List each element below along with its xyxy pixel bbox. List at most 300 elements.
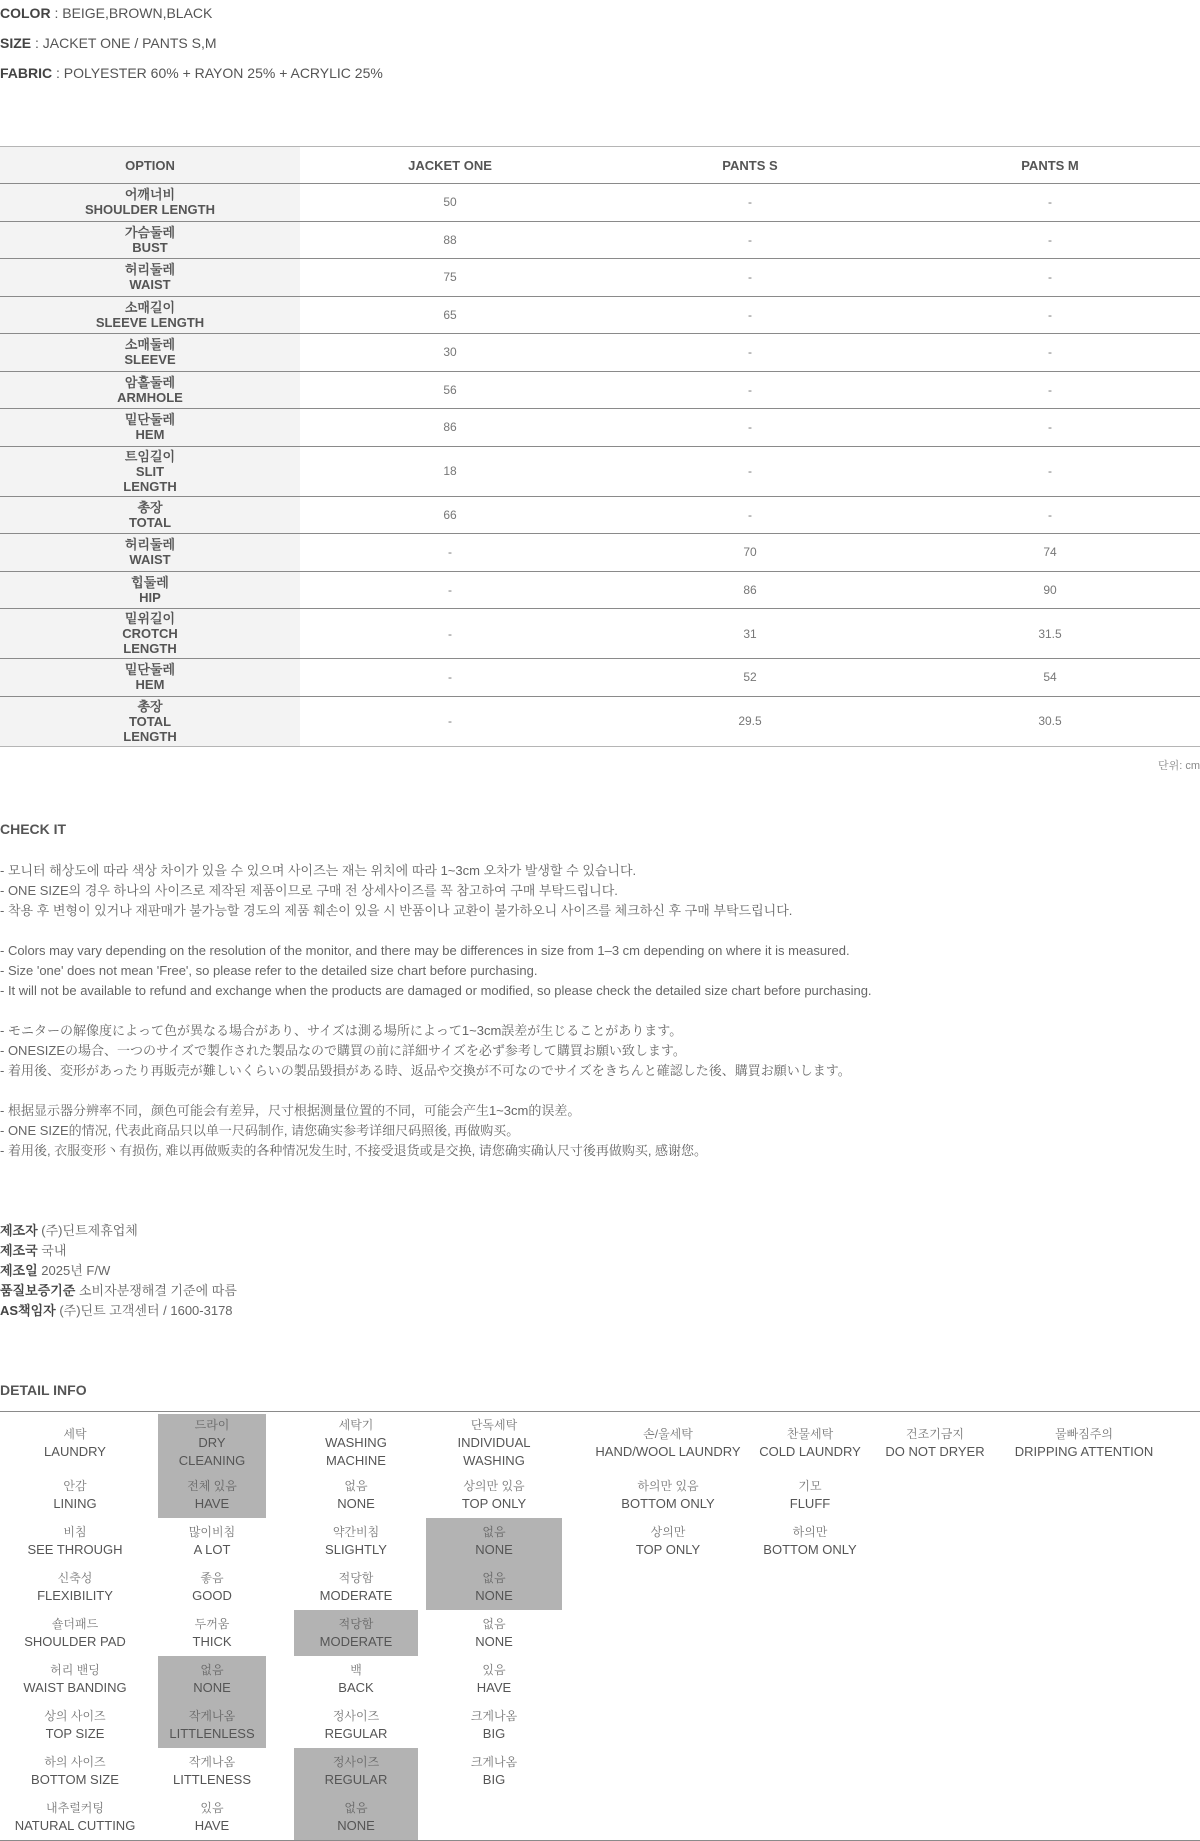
detail-option [744,1702,876,1748]
detail-option-selected [294,1748,418,1794]
maker-quality-standard: 품질보증기준 소비자분쟁해결 기준에 따름 [0,1282,237,1298]
detail-category [0,1414,150,1472]
detail-row [0,1794,1200,1840]
detail-label-ko: 건조기금지 [906,1426,964,1441]
measurement-value: - [900,184,1200,222]
size-table-row [0,184,1200,222]
measurement-value: - [600,221,900,259]
detail-label-en: LITTLENESS [172,1771,252,1787]
detail-option [158,1564,266,1610]
detail-option [426,1472,562,1518]
detail-option [994,1414,1174,1472]
detail-label-en: FLUFF [789,1495,831,1511]
detail-label-en: NONE [337,1495,375,1511]
measurement-value: - [900,496,1200,534]
detail-option [994,1748,1174,1794]
detail-label-ko: 없음 [482,1524,506,1539]
notice-group [0,941,1200,1001]
detail-label-en: REGULAR [324,1771,388,1787]
detail-label-ko: 좋음 [200,1570,224,1585]
detail-label-en: WAIST BANDING [23,1679,127,1695]
detail-label-ko: 많이비침 [188,1524,236,1539]
detail-label-ko: 숄더패드 [51,1616,99,1631]
measurement-value: - [600,409,900,447]
detail-category [0,1610,150,1656]
detail-label-en: NATURAL CUTTING [14,1817,136,1833]
detail-label-en: HAND/WOOL LAUNDRY [595,1443,741,1459]
detail-label-ko: 상의만 [650,1524,686,1539]
measurement-name-en: LENGTH [123,728,177,744]
detail-label-en: TOP SIZE [45,1725,105,1741]
detail-option [426,1656,562,1702]
measurement-value: 30 [300,334,600,372]
detail-option [158,1610,266,1656]
detail-option [876,1518,994,1564]
detail-label-en: HAVE [194,1495,230,1511]
measurement-label [0,609,300,659]
detail-option [592,1702,744,1748]
notice-line: - 착용 후 변형이 있거나 재판매가 불가능할 경도의 제품 훼손이 있을 시 반품이나 교환이 불가하오니 사이즈를 체크하신 후 구매 부탁드립니다. [0,902,793,918]
detail-label-ko: 백 [350,1662,362,1677]
measurement-label [0,659,300,697]
detail-option [592,1748,744,1794]
size-table-row [0,296,1200,334]
detail-option [994,1794,1174,1840]
size-table-header [0,147,1200,184]
notice-line: - 着用後, 衣服变形丶有损伤, 难以再做贩卖的各种情况发生时, 不接受退货或是交换, 请您确实确认尺寸後再做购买, 感谢您。 [0,1142,708,1158]
maker-as-contact: AS책임자 (주)딘트 고객센터 / 1600-3178 [0,1302,233,1318]
detail-label-en: NONE [193,1679,231,1695]
detail-label-ko: 전체 있음 [187,1478,237,1493]
measurement-label [0,409,300,447]
spec-size: SIZE : JACKET ONE / PANTS S,M [0,35,217,51]
detail-option [592,1564,744,1610]
detail-label-ko: 정사이즈 [332,1708,380,1723]
measurement-value: 30.5 [1038,714,1062,728]
detail-label-ko: 작게나옴 [188,1708,236,1723]
detail-label-ko: 상의 사이즈 [44,1708,106,1723]
size-table-body [0,184,1200,747]
detail-option [876,1472,994,1518]
measurement-value: 54 [900,659,1200,697]
detail-label-ko: 하의만 있음 [637,1478,699,1493]
size-table-row [0,446,1200,496]
detail-label-en: BIG [482,1771,506,1787]
detail-option [592,1414,744,1472]
detail-option-selected [158,1656,266,1702]
detail-row [0,1610,1200,1656]
detail-label-en: LAUNDRY [44,1443,106,1459]
detail-label-en: BOTTOM ONLY [763,1541,857,1557]
measurement-label [0,496,300,534]
check-it-title: CHECK IT [0,820,67,837]
measurement-value: 66 [300,496,600,534]
detail-label-en: TOP ONLY [461,1495,527,1511]
measurement-name-ko: 암홀둘레 [124,374,176,390]
detail-label-ko: 손/울세탁 [643,1426,693,1441]
size-table-row [0,496,1200,534]
detail-option [994,1656,1174,1702]
detail-label-ko: 없음 [344,1478,368,1493]
detail-option [592,1656,744,1702]
detail-label-ko: 있음 [482,1662,506,1677]
measurement-value: - [600,446,900,496]
detail-label-en: NONE [475,1541,513,1557]
detail-option [744,1794,876,1840]
detail-row [0,1414,1200,1472]
detail-option [744,1610,876,1656]
measurement-value: - [600,296,900,334]
header-pants-m: PANTS M [900,147,1200,184]
detail-option [158,1794,266,1840]
notice-block [0,861,1200,1161]
maker-manufacturer: 제조자 (주)딘트제휴업체 [0,1222,138,1238]
detail-option [592,1472,744,1518]
header-jacket-one: JACKET ONE [300,147,600,184]
notice-line: - Size 'one' does not mean 'Free', so please refer to the detailed size chart before purchasing. [0,962,538,978]
detail-option-selected [426,1564,562,1610]
measurement-name-ko: 총장 [137,698,163,714]
measurement-value: 50 [300,184,600,222]
notice-line: - 着用後、変形があったり再販売が難しいくらいの製品毀損がある時、返品や交換が不可なのでサイズをきちんと確認した後、購買お願いします。 [0,1062,851,1078]
detail-label-en: DO NOT DRYER [885,1443,985,1459]
detail-label-en: MODERATE [319,1633,393,1649]
detail-label-ko: 드라이 [194,1417,230,1432]
measurement-name-en: HEM [135,677,165,693]
measurement-value: - [600,334,900,372]
detail-option [744,1414,876,1472]
detail-category [0,1656,150,1702]
measurement-label [0,259,300,297]
detail-option [592,1610,744,1656]
detail-option [294,1518,418,1564]
measurement-value: 70 [600,534,900,572]
measurement-label [0,571,300,609]
detail-option [426,1610,562,1656]
detail-label-en: HAVE [194,1817,230,1833]
size-table-row [0,696,1200,746]
detail-label-ko: 없음 [482,1570,506,1585]
measurement-name-ko: 밑단둘레 [124,412,176,428]
measurement-label [0,221,300,259]
detail-option [294,1656,418,1702]
detail-label-en: A LOT [193,1541,231,1557]
measurement-name-en: SLEEVE LENGTH [95,314,205,330]
detail-option [994,1610,1174,1656]
detail-label-ko: 세탁 [63,1426,87,1441]
size-table-row [0,409,1200,447]
detail-label-en: NONE [475,1633,513,1649]
detail-option [876,1414,994,1472]
detail-row [0,1702,1200,1748]
detail-option [158,1518,266,1564]
size-table-row [0,221,1200,259]
detail-option [294,1702,418,1748]
notice-line: - 모니터 해상도에 따라 색상 차이가 있을 수 있으며 사이즈는 재는 위치에 따라 1~3cm 오차가 발생할 수 있습니다. [0,862,637,878]
detail-label-en: SHOULDER PAD [24,1633,126,1649]
measurement-name-ko: 힙둘레 [131,574,169,590]
measurement-value: 31 [600,609,900,659]
detail-option [426,1414,562,1472]
detail-label-en: SEE THROUGH [27,1541,123,1557]
detail-option [294,1564,418,1610]
measurement-value: - [600,259,900,297]
measurement-value: - [900,334,1200,372]
measurement-value: 65 [300,296,600,334]
spec-summary [0,0,1200,94]
notice-line: - ONE SIZE的情况, 代表此商品只以单一尺码制作, 请您确实参考详细尺码照後, 再做购买。 [0,1122,520,1138]
size-table-row [0,371,1200,409]
measurement-value: - [600,371,900,409]
detail-label-ko: 세탁기 [338,1417,374,1432]
measurement-label [0,696,300,746]
measurement-name-en: TOTAL [128,514,172,530]
measurement-label [0,371,300,409]
notice-line: - Colors may vary depending on the resolution of the monitor, and there may be differences in size from 1–3 cm depending on where it is measured. [0,942,850,958]
notice-line: - 根据显示器分辨率不同，颜色可能会有差异，尺寸根据测量位置的不同，可能会产生1~3cm的误差。 [0,1102,581,1118]
detail-category [0,1518,150,1564]
size-table-row [0,571,1200,609]
notice-line: - モニターの解像度によって色が異なる場合があり、サイズは測る場所によって1~3cm誤差が生じることがあります。 [0,1022,683,1038]
detail-label-en: CLEANING [178,1452,246,1468]
detail-option [876,1702,994,1748]
detail-option [994,1518,1174,1564]
measurement-name-en: BUST [132,239,168,255]
measurement-name-ko: 트임길이 [124,448,176,464]
detail-label-en: INDIVIDUAL WASHING [457,1434,531,1468]
size-table-row [0,534,1200,572]
measurement-name-ko: 허리둘레 [124,537,176,553]
detail-option [744,1518,876,1564]
detail-option [426,1702,562,1748]
measurement-name-en: CROTCH [122,626,178,641]
measurement-value: 52 [600,659,900,697]
detail-row [0,1518,1200,1564]
detail-label-en: THICK [192,1633,232,1649]
spec-color: COLOR : BEIGE,BROWN,BLACK [0,5,213,21]
detail-label-en: SLIGHTLY [325,1541,387,1557]
measurement-value: 90 [900,571,1200,609]
notice-group [0,1021,1200,1081]
measurement-name-en: WAIST [129,277,171,293]
detail-label-ko: 기모 [798,1478,822,1493]
detail-label-en: HAVE [476,1679,512,1695]
measurement-name-en: SLEEVE [124,352,176,368]
detail-label-ko: 내추럴커팅 [46,1800,104,1815]
detail-option-selected [158,1414,266,1472]
measurement-name-en: SHOULDER LENGTH [85,202,215,218]
size-table-row [0,609,1200,659]
detail-label-en: COLD LAUNDRY [759,1443,861,1459]
detail-label-en: WASHING MACHINE [325,1434,387,1468]
detail-option-selected [158,1472,266,1518]
measurement-name-en: HIP [139,589,161,605]
measurement-value: 86 [300,409,600,447]
detail-option [876,1610,994,1656]
detail-label-ko: 작게나옴 [188,1754,236,1769]
detail-label-ko: 물빠짐주의 [1055,1426,1113,1441]
measurement-value: - [300,609,600,659]
detail-option-selected [158,1702,266,1748]
measurement-name-ko: 소매둘레 [124,337,176,353]
measurement-label [0,296,300,334]
detail-label-ko: 크게나옴 [470,1754,518,1769]
measurement-label [0,446,300,496]
detail-option [994,1472,1174,1518]
detail-label-en: REGULAR [324,1725,388,1741]
detail-label-ko: 있음 [200,1800,224,1815]
detail-label-en: DRY [198,1434,226,1450]
size-table-row [0,259,1200,297]
measurement-value: 29.5 [738,714,762,728]
detail-label-en: NONE [337,1817,375,1833]
detail-option-selected [294,1610,418,1656]
measurement-value: 31.5 [900,609,1200,659]
detail-row [0,1748,1200,1794]
detail-label-ko: 찬물세탁 [786,1426,834,1441]
detail-category [0,1794,150,1840]
measurement-label [0,334,300,372]
detail-label-ko: 약간비침 [332,1524,380,1539]
measurement-value: - [600,184,900,222]
maker-date: 제조일 2025년 F/W [0,1262,111,1278]
detail-option [876,1748,994,1794]
detail-option [294,1472,418,1518]
detail-label-en: TOP ONLY [635,1541,701,1557]
measurement-value: - [900,259,1200,297]
detail-category [0,1564,150,1610]
detail-label-en: BACK [338,1679,374,1695]
measurement-value: - [900,296,1200,334]
detail-label-en: BIG [482,1725,506,1741]
unit-label: 단위: cm [1157,759,1200,772]
measurement-value: - [300,659,600,697]
detail-category [0,1472,150,1518]
detail-option [744,1472,876,1518]
detail-label-en: LITTLENLESS [169,1725,255,1741]
measurement-name-en: ARMHOLE [117,389,183,405]
detail-label-ko: 신축성 [57,1570,93,1585]
measurement-value: 88 [300,221,600,259]
measurement-name-en: HEM [135,427,165,443]
detail-option [294,1414,418,1472]
detail-category [0,1702,150,1748]
measurement-value: - [900,221,1200,259]
measurement-value: 18 [300,446,600,496]
measurement-name-ko: 밑위길이 [124,611,176,626]
detail-option [744,1656,876,1702]
maker-country: 제조국 국내 [0,1242,67,1258]
measurement-name-ko: 총장 [137,499,163,515]
detail-row [0,1472,1200,1518]
measurement-name-ko: 밑단둘레 [124,662,176,678]
detail-option [744,1564,876,1610]
header-pants-s: PANTS S [600,147,900,184]
detail-label-en: BOTTOM SIZE [31,1771,119,1787]
maker-info [0,1221,1200,1321]
measurement-value: - [900,409,1200,447]
detail-info-title: DETAIL INFO [0,1381,87,1398]
measurement-value: - [900,371,1200,409]
detail-label-ko: 안감 [63,1478,87,1493]
measurement-value: - [300,534,600,572]
detail-label-en: MODERATE [319,1587,393,1603]
measurement-name-en: SLIT [135,463,165,479]
detail-option [426,1794,562,1840]
detail-label-ko: 두꺼움 [194,1616,230,1631]
detail-label-ko: 없음 [200,1662,224,1677]
detail-option [994,1702,1174,1748]
detail-option [158,1748,266,1794]
detail-option [994,1564,1174,1610]
measurement-label [0,534,300,572]
measurement-name-ko: 허리둘레 [124,262,176,278]
detail-label-ko: 없음 [482,1616,506,1631]
notice-group [0,1101,1200,1161]
measurement-name-en: LENGTH [123,478,177,494]
detail-option-selected [294,1794,418,1840]
detail-label-ko: 상의만 있음 [463,1478,525,1493]
detail-label-en: BOTTOM ONLY [621,1495,715,1511]
measurement-name-ko: 가슴둘레 [124,224,176,240]
measurement-value: 75 [300,259,600,297]
measurement-value: 56 [300,371,600,409]
header-option: OPTION [0,147,300,184]
detail-option [592,1794,744,1840]
measurement-name-en: WAIST [129,552,171,568]
detail-label-ko: 허리 밴딩 [50,1662,100,1677]
detail-label-ko: 적당함 [338,1570,374,1585]
measurement-name-en: LENGTH [123,641,177,656]
size-table-row [0,659,1200,697]
detail-label-en: FLEXIBILITY [37,1587,113,1603]
measurement-value: - [300,571,600,609]
detail-option [876,1564,994,1610]
detail-label-ko: 하의 사이즈 [44,1754,106,1769]
detail-option [744,1748,876,1794]
notice-group [0,861,1200,921]
detail-label-en: DRIPPING ATTENTION [1014,1443,1154,1459]
notice-line: - ONE SIZE의 경우 하나의 사이즈로 제작된 제품이므로 구매 전 상세사이즈를 꼭 참고하여 구매 부탁드립니다. [0,882,618,898]
detail-category [0,1748,150,1794]
measurement-value: 74 [900,534,1200,572]
detail-label-ko: 단독세탁 [470,1417,518,1432]
detail-label-ko: 없음 [344,1800,368,1815]
detail-option [876,1794,994,1840]
detail-label-ko: 적당함 [338,1616,374,1631]
measurement-name-ko: 소매길이 [124,299,176,315]
notice-line: - ONESIZEの場合、一つのサイズで製作された製品なので購買の前に詳細サイズを必ず参考して購買お願い致します。 [0,1042,686,1058]
size-table-row [0,334,1200,372]
measurement-value: - [900,446,1200,496]
detail-label-ko: 크게나옴 [470,1708,518,1723]
spec-fabric: FABRIC : POLYESTER 60% + RAYON 25% + ACRYLIC 25% [0,65,383,81]
measurement-value: - [600,496,900,534]
detail-label-ko: 비침 [63,1524,87,1539]
measurement-name-ko: 어깨너비 [124,187,176,203]
measurement-name-en: TOTAL [128,713,172,729]
detail-label-en: GOOD [192,1587,232,1603]
size-table [0,146,1200,747]
detail-label-en: LINING [53,1495,97,1511]
measurement-value: 86 [600,571,900,609]
measurement-label [0,184,300,222]
measurement-value: - [448,714,452,728]
notice-line: - It will not be available to refund and exchange when the products are damaged or modified, so please check the detailed size chart before purchasing. [0,982,872,998]
detail-option-selected [426,1518,562,1564]
detail-label-ko: 하의만 [792,1524,828,1539]
detail-option [592,1518,744,1564]
